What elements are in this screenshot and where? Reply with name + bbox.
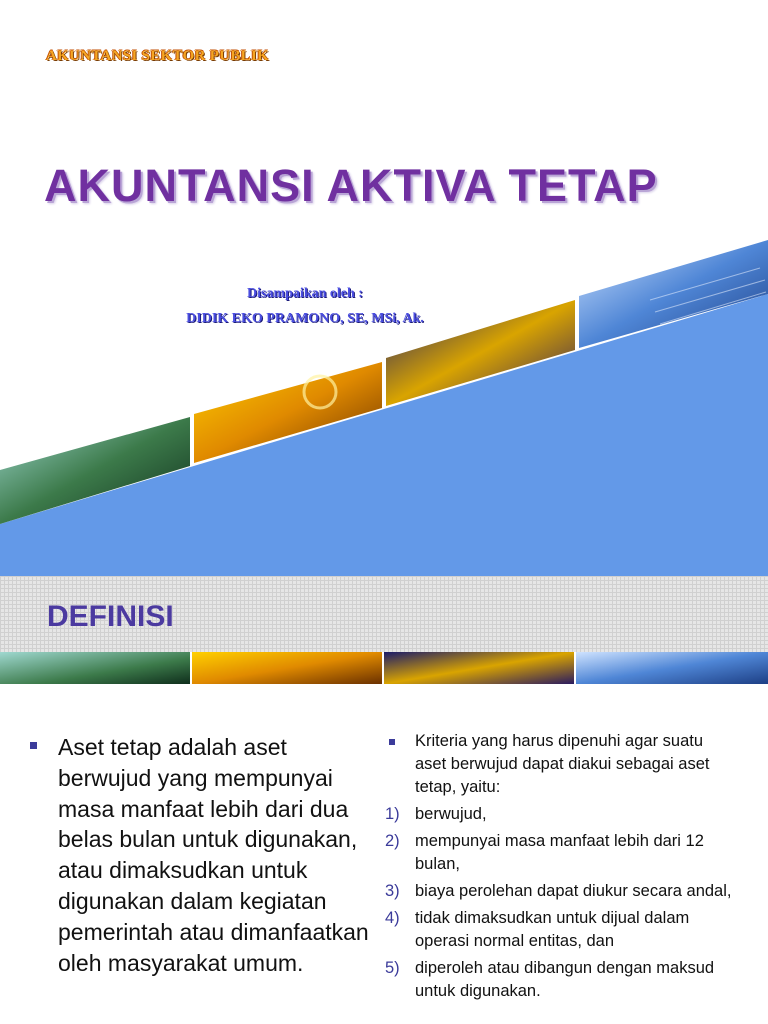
criteria-list xyxy=(385,730,735,1007)
definition-slide xyxy=(0,576,768,1024)
definition-text: Aset tetap adalah aset berwujud yang mempunyai masa manfaat lebih dari dua belas bulan untuk digunakan, atau dimaksudkan untuk digunakan dalam kegiatan pemerintah atau dimanfaatkan oleh masyarakat umum. xyxy=(58,734,369,976)
definition-text-block xyxy=(30,732,370,978)
criteria-text: mempunyai masa manfaat lebih dari 12 bulan, xyxy=(415,832,704,873)
presented-by-label: Disampaikan oleh : xyxy=(247,286,363,301)
square-bullet-icon xyxy=(30,742,37,749)
definition-title: DEFINISI xyxy=(47,600,174,633)
criteria-number: 3) xyxy=(385,882,400,900)
criteria-text: tidak dimaksudkan untuk dijual dalam operasi normal entitas, dan xyxy=(415,909,690,950)
square-bullet-icon xyxy=(389,739,395,745)
criteria-number: 4) xyxy=(385,909,400,927)
criteria-item xyxy=(385,803,735,826)
criteria-item xyxy=(385,880,735,903)
course-title: AKUNTANSI SEKTOR PUBLIK xyxy=(46,48,270,64)
criteria-number: 2) xyxy=(385,832,400,850)
criteria-intro-text: Kriteria yang harus dipenuhi agar suatu aset berwujud dapat diakui sebagai aset tetap, yaitu: xyxy=(415,732,710,796)
criteria-item xyxy=(385,957,735,1003)
criteria-item xyxy=(385,830,735,876)
criteria-item xyxy=(385,907,735,953)
criteria-text: diperoleh atau dibangun dengan maksud untuk digunakan. xyxy=(415,959,715,1000)
criteria-text: biaya perolehan dapat diukur secara andal, xyxy=(415,882,732,900)
presenter-name: DIDIK EKO PRAMONO, SE, MSi, Ak. xyxy=(186,311,424,326)
criteria-number: 5) xyxy=(385,959,400,977)
criteria-number: 1) xyxy=(385,805,400,823)
header-photo-strip xyxy=(0,652,768,684)
slide-title: AKUNTANSI AKTIVA TETAP xyxy=(44,160,658,211)
criteria-text: berwujud, xyxy=(415,805,487,823)
criteria-intro xyxy=(385,730,735,799)
